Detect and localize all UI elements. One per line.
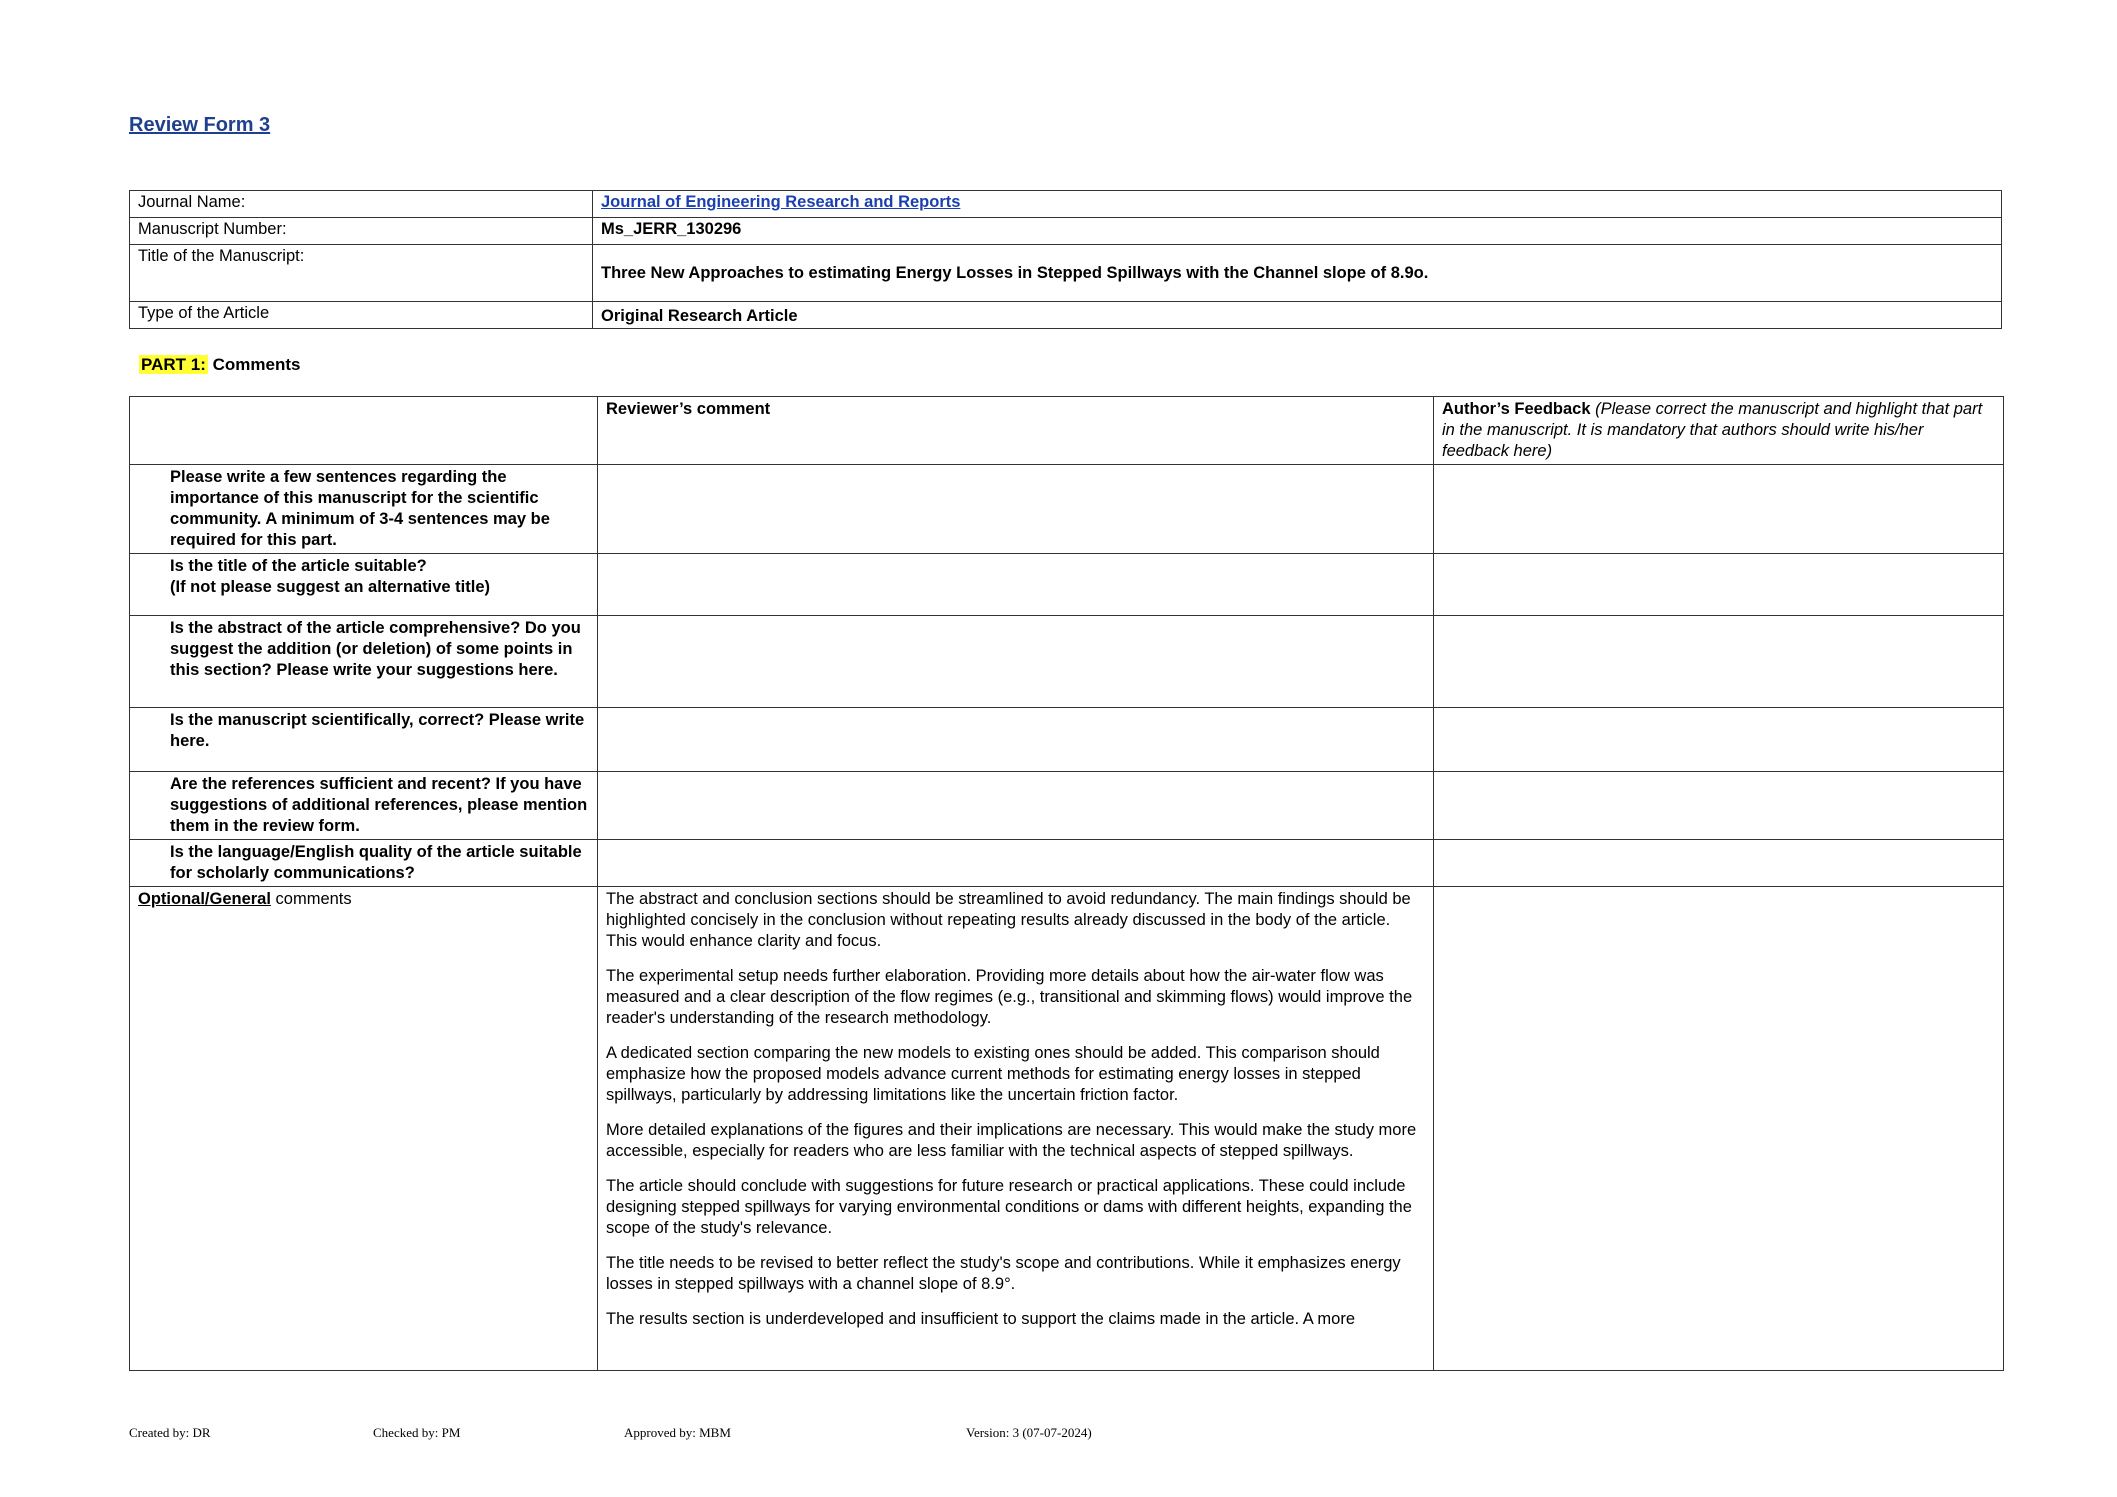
part-label: PART 1: [141,355,206,374]
article-type-label: Type of the Article [130,302,593,329]
optional-comments-text[interactable] [598,887,1434,1371]
comment-paragraph: More detailed explanations of the figures and their implications are necessary. This would make the study more accessible, especially for readers who are less familiar with the technical aspects of stepped spillways. [606,1121,1417,1160]
question-title: Is the title of the article suitable? (If not please suggest an alternative title) [130,554,598,616]
table-row [130,465,2004,554]
author-feedback-header: Author’s Feedback (Please correct the manuscript and highlight that part in the manuscript. It is mandatory that authors should write his/her feedback here) [1434,397,2004,465]
author-feedback-cell[interactable] [1434,708,2004,772]
author-feedback-cell[interactable] [1434,554,2004,616]
empty-header-cell [130,397,598,465]
footer-created: Created by: DR [129,1425,211,1440]
comment-paragraph: The experimental setup needs further elaboration. Providing more details about how the air-water flow was measured and a clear description of the flow regimes (e.g., transitional and skimming flows) would improve the reader's understanding of the research methodology. [606,967,1413,1027]
footer-checked: Checked by: PM [373,1425,461,1440]
table-row [130,554,2004,616]
question-importance: Please write a few sentences regarding the importance of this manuscript for the scientific community. A minimum of 3-4 sentences may be required for this part. [130,465,598,554]
author-feedback-cell[interactable] [1434,616,2004,708]
question-references: Are the references sufficient and recent? If you have suggestions of additional references, please mention them in the review form. [130,772,598,840]
author-feedback-cell[interactable] [1434,840,2004,887]
reviewer-comment-header: Reviewer’s comment [598,397,1434,465]
part-title: Comments [212,355,301,374]
comment-paragraph: A dedicated section comparing the new models to existing ones should be added. This comparison should emphasize how the proposed models advance current methods for estimating energy losses in stepped spillways, particularly by addressing limitations like the uncertain friction factor. [606,1044,1380,1104]
article-type-value: Original Research Article [593,302,2002,329]
table-row [130,840,2004,887]
reviewer-comment-cell[interactable] [598,616,1434,708]
comment-paragraph: The title needs to be revised to better reflect the study's scope and contributions. While it emphasizes energy losses in stepped spillways with a channel slope of 8.9°. [606,1254,1401,1293]
author-feedback-cell[interactable] [1434,465,2004,554]
reviewer-comment-cell[interactable] [598,840,1434,887]
comment-paragraph: The abstract and conclusion sections should be streamlined to avoid redundancy. The main findings should be highlighted concisely in the conclusion without repeating results already discussed in the body of the article. This would enhance clarity and focus. [606,890,1411,950]
question-abstract: Is the abstract of the article comprehensive? Do you suggest the addition (or deletion) of some points in this section? Please write your suggestions here. [130,616,598,708]
question-scientific: Is the manuscript scientifically, correct? Please write here. [130,708,598,772]
manuscript-number-label: Manuscript Number: [130,218,593,245]
optional-comments-label: Optional/General comments [130,887,598,1371]
footer-approved: Approved by: MBM [624,1425,731,1440]
comment-paragraph: The results section is underdeveloped and insufficient to support the claims made in the article. A more [606,1310,1356,1328]
table-row [130,616,2004,708]
table-row [130,772,2004,840]
journal-link[interactable]: Journal of Engineering Research and Reports [601,193,961,211]
author-feedback-cell[interactable] [1434,887,2004,1371]
comments-table [129,396,2004,1371]
reviewer-comment-cell[interactable] [598,465,1434,554]
table-header-row [130,397,2004,465]
journal-label: Journal Name: [130,191,593,218]
page-title: Review Form 3 [129,114,271,136]
question-language: Is the language/English quality of the article suitable for scholarly communications? [130,840,598,887]
comment-paragraph: The article should conclude with suggestions for future research or practical applications. These could include designing stepped spillways for varying environmental conditions or dams with different heights, expanding the scope of the study's relevance. [606,1177,1412,1237]
manuscript-info-table [129,190,2002,329]
reviewer-comment-cell[interactable] [598,708,1434,772]
manuscript-title-label: Title of the Manuscript: [130,245,593,302]
manuscript-number-value: Ms_JERR_130296 [593,218,2002,245]
reviewer-comment-cell[interactable] [598,772,1434,840]
part-heading [139,355,300,375]
footer-version: Version: 3 (07-07-2024) [966,1425,1092,1440]
table-row [130,708,2004,772]
journal-value [593,191,2002,218]
optional-comments-row [130,887,2004,1371]
author-feedback-cell[interactable] [1434,772,2004,840]
reviewer-comment-cell[interactable] [598,554,1434,616]
manuscript-title-value: Three New Approaches to estimating Energy Losses in Stepped Spillways with the Channel slope of 8.9o. [593,245,2002,302]
